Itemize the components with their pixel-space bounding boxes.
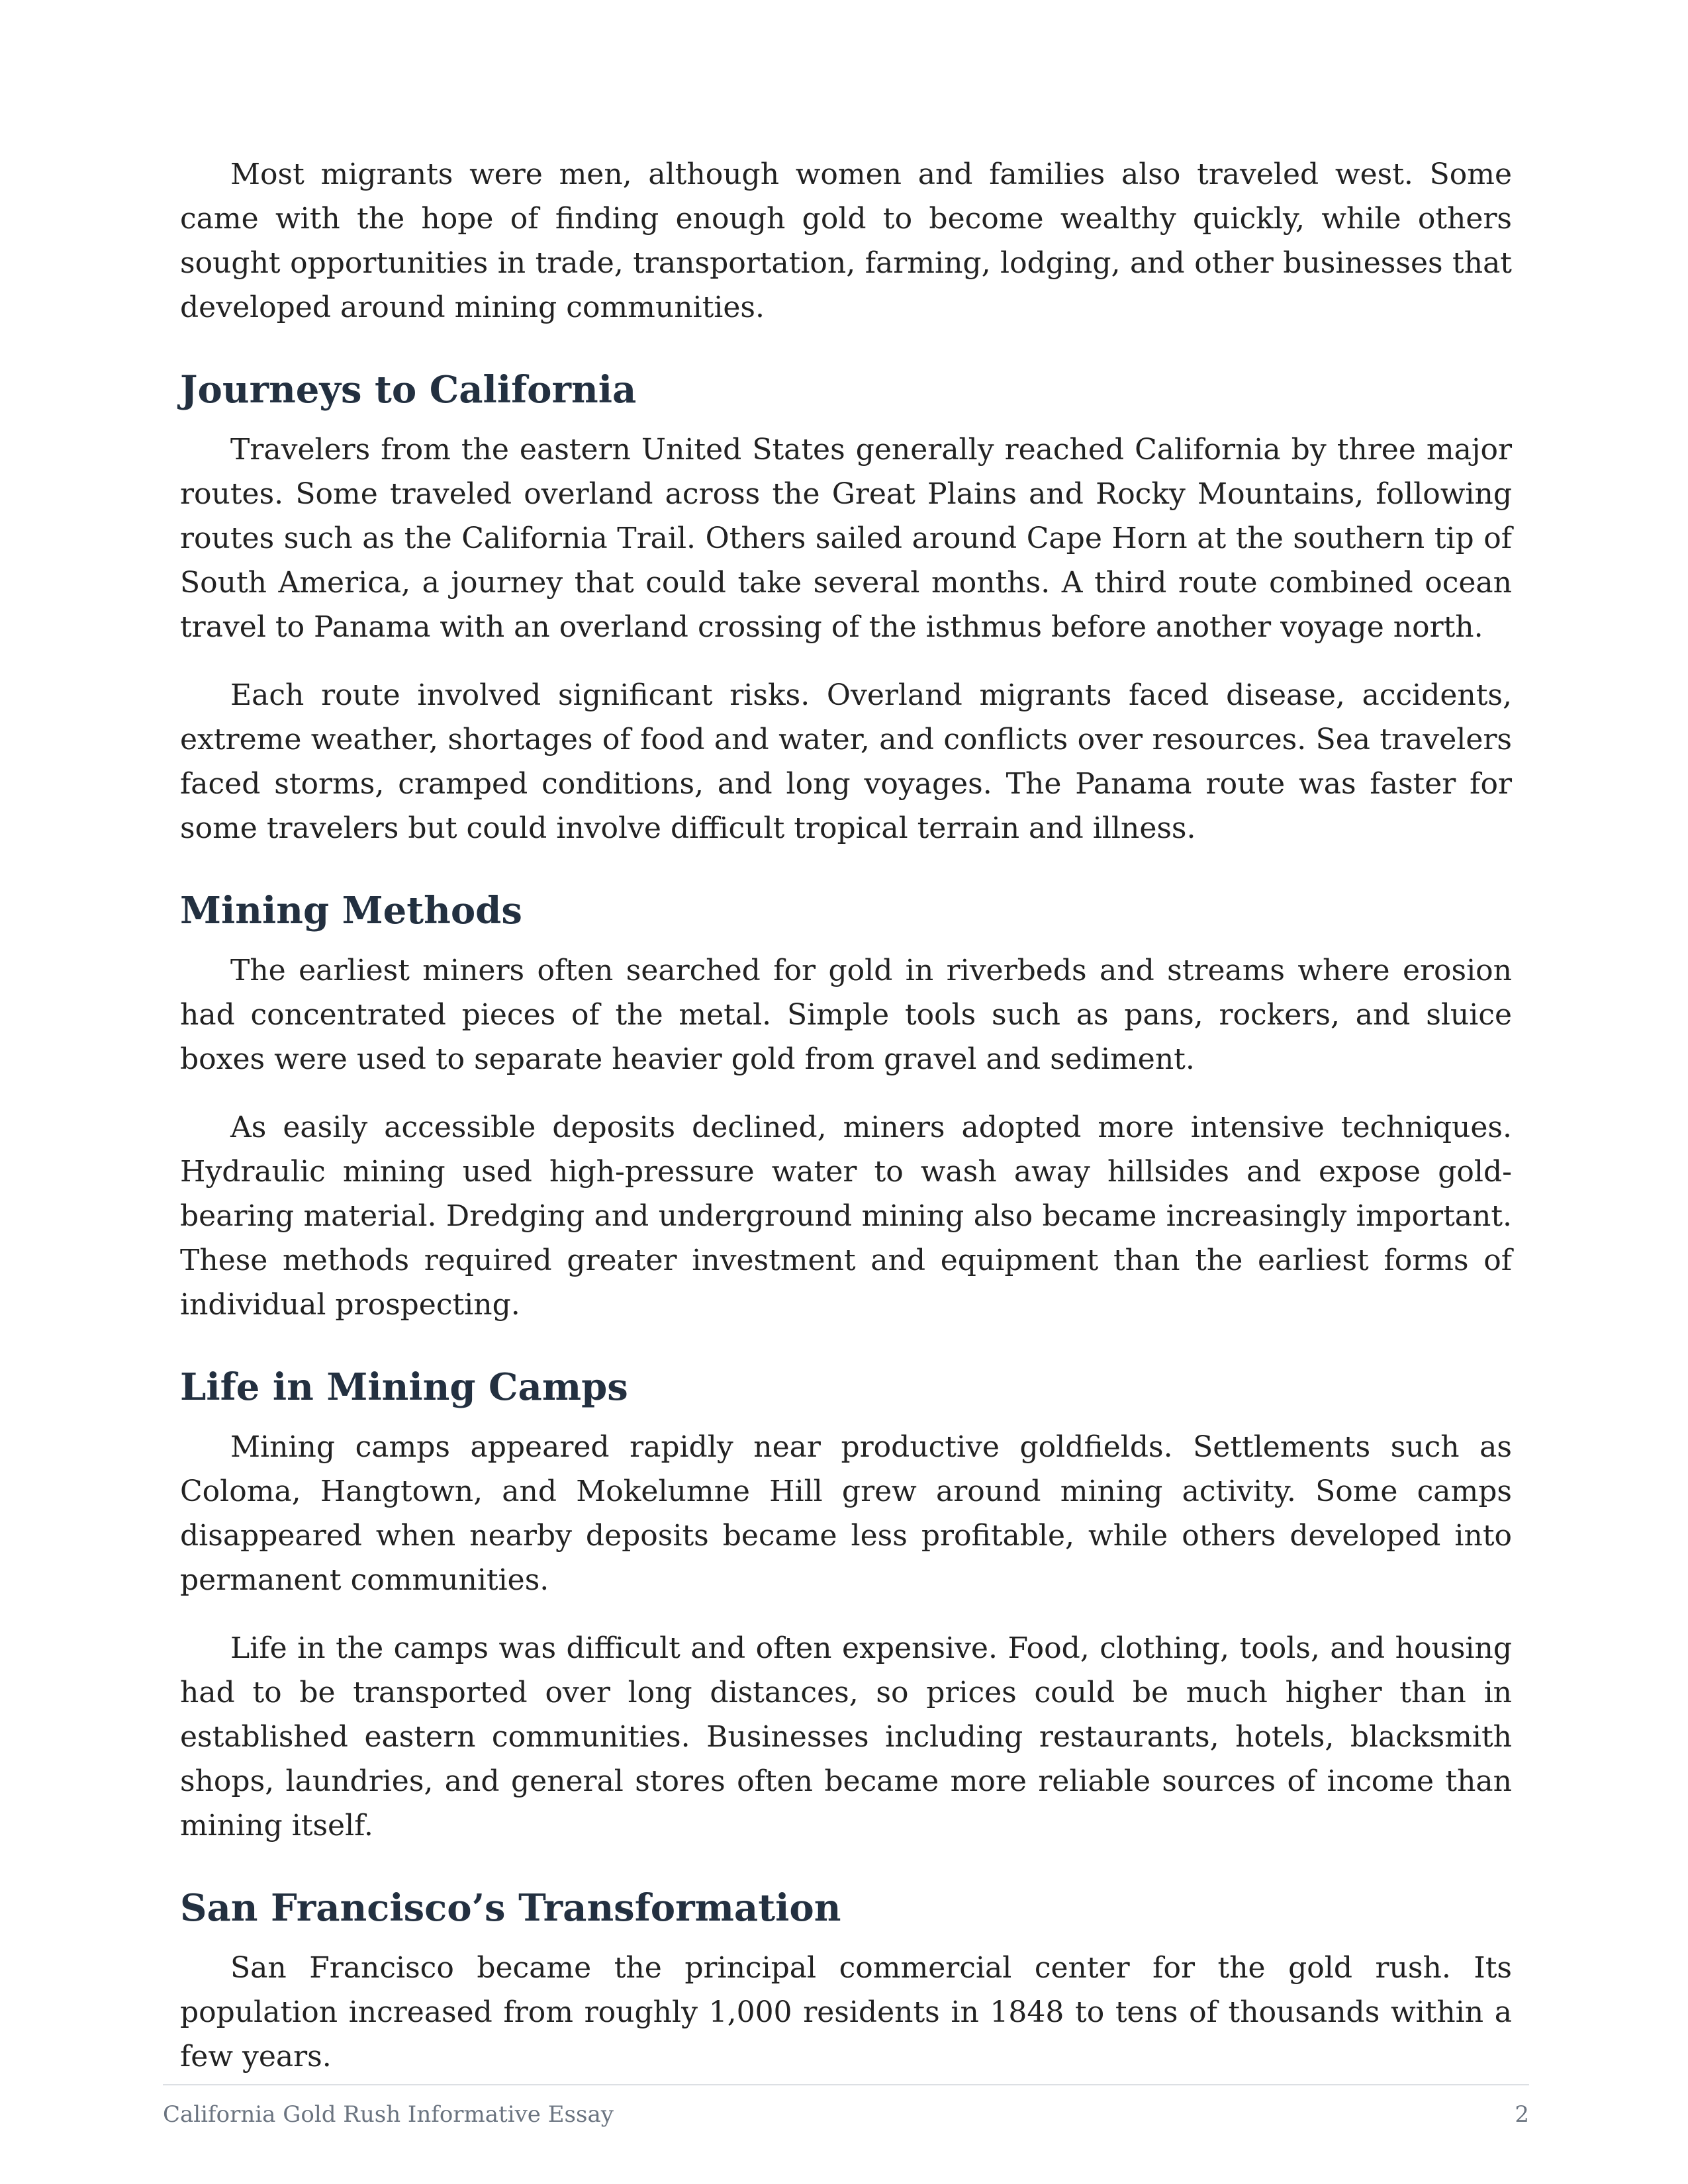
section-heading-san-francisco: San Francisco’s Transformation — [180, 1886, 841, 1930]
document-body — [180, 152, 1512, 2079]
page-footer — [163, 2084, 1529, 2128]
paragraph: Mining camps appeared rapidly near productive goldfields. Settlements such as Coloma, Hangtown, and Mokelumne Hill grew around mining activity. Some camps disappeared when nearby deposits became less profitable, while others developed into permanent communities. — [180, 1430, 1512, 1597]
paragraph: Most migrants were men, although women and families also traveled west. Some came with the hope of finding enough gold to become wealthy quickly, while others sought opportunities in trade, transportation, farming, lodging, and other businesses that developed around mining communities. — [180, 158, 1512, 324]
paragraph: As easily accessible deposits declined, miners adopted more intensive techniques. Hydraulic mining used high-pressure water to wash away hillsides and expose gold-bearing material. Dredging and underground mining also became increasingly important. These methods required greater investment and equipment than the earliest forms of individual prospecting. — [180, 1111, 1512, 1322]
section-heading-mining-camps: Life in Mining Camps — [180, 1365, 628, 1409]
section-heading-journeys: Journeys to California — [180, 368, 637, 412]
section-heading-mining-methods: Mining Methods — [180, 889, 522, 933]
paragraph: Each route involved significant risks. Overland migrants faced disease, accidents, extreme weather, shortages of food and water, and conflicts over resources. Sea travelers faced storms, cramped conditions, and long voyages. The Panama route was faster for some travelers but could involve difficult tropical terrain and illness. — [180, 678, 1512, 845]
paragraph: The earliest miners often searched for gold in riverbeds and streams where erosion had concentrated pieces of the metal. Simple tools such as pans, rockers, and sluice boxes were used to separate heavier gold from gravel and sediment. — [180, 954, 1512, 1076]
paragraph: Travelers from the eastern United States generally reached California by three major routes. Some traveled overland across the Great Plains and Rocky Mountains, following routes such as the California Trail. Others sailed around Cape Horn at the southern tip of South America, a journey that could take several months. A third route combined ocean travel to Panama with an overland crossing of the isthmus before another voyage north. — [180, 433, 1512, 644]
page-number: 2 — [1515, 2101, 1529, 2128]
paragraph: Life in the camps was difficult and often expensive. Food, clothing, tools, and housing had to be transported over long distances, so prices could be much higher than in established eastern communities. Businesses including restaurants, hotels, blacksmith shops, laundries, and general stores often became more reliable sources of income than mining itself. — [180, 1631, 1512, 1843]
footer-document-title: California Gold Rush Informative Essay — [163, 2101, 614, 2128]
paragraph: San Francisco became the principal commercial center for the gold rush. Its population increased from roughly 1,000 residents in 1848 to tens of thousands within a few years. — [180, 1951, 1512, 2073]
